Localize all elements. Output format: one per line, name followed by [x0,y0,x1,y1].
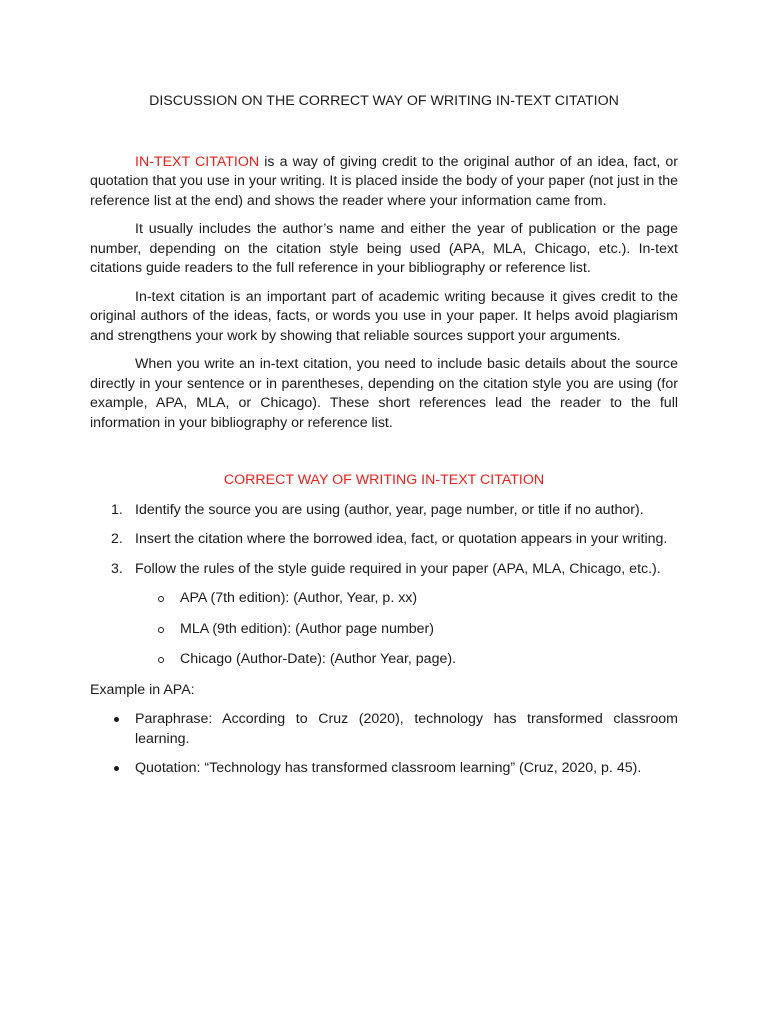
step-text: Insert the citation where the borrowed idea, fact, or quotation appears in your writing. [135,531,668,547]
list-item-style-chicago [90,650,678,670]
bullet-dot-icon [114,766,119,771]
example-text: Paraphrase: According to Cruz (2020), technology has transformed classroom learning. [135,711,678,747]
document-title: DISCUSSION ON THE CORRECT WAY OF WRITING IN-TEXT CITATION [149,93,619,109]
list-item-style-apa [90,589,678,609]
example-label: Example in APA: [90,681,195,698]
list-item-step-1 [90,501,678,521]
bullet-dot-icon [114,717,119,722]
steps-list [90,501,678,580]
style-text: Chicago (Author-Date): (Author Year, page). [180,651,457,667]
list-item-step-3 [90,560,678,580]
step-text: Follow the rules of the style guide required in your paper (APA, MLA, Chicago, etc.). [135,560,661,577]
circle-bullet-icon [158,657,164,663]
section-heading: CORRECT WAY OF WRITING IN-TEXT CITATION [223,472,545,488]
paragraph-definition-text: is a way of giving credit to the original author of an idea, fact, or quotation that you use in your writing. It is placed inside the body of your paper (not just in the reference list at the end) and shows the reader where your information came from. [90,153,678,209]
step-number: 2. [111,531,123,547]
citation-styles-list [90,589,678,670]
list-item-example-quotation [90,759,678,779]
paragraph-contents: It usually includes the author’s name and either the year of publication or the page number, depending on the citation style being used (APA, MLA, Chicago, etc.). In-text citations guide readers to the full reference in your bibliography or reference list. [90,221,678,276]
examples-list [90,710,678,779]
list-item-style-mla [90,620,678,640]
list-item-step-2 [90,530,678,550]
paragraph-definition [90,153,678,212]
step-number: 3. [111,560,123,577]
list-item-example-paraphrase [90,710,678,749]
step-number: 1. [111,501,123,518]
paragraph-importance: In-text citation is an important part of academic writing because it gives credit to the original authors of the ideas, facts, or words you use in your paper. It helps avoid plagiarism and strengthens your work by showing that reliable sources support your arguments. [90,288,678,344]
term-highlight: IN-TEXT CITATION [135,153,260,170]
circle-bullet-icon [158,627,164,633]
style-text: APA (7th edition): (Author, Year, p. xx) [180,590,418,606]
paragraph-how-to: When you write an in-text citation, you need to include basic details about the source directly in your sentence or in parentheses, depending on the citation style you are using (for example, APA, MLA, or Chicago). These short references lead the reader to the full information in your bibliography or reference list. [90,356,678,431]
step-text: Identify the source you are using (author, year, page number, or title if no author). [135,501,644,518]
style-text: MLA (9th edition): (Author page number) [180,620,434,637]
example-text: Quotation: “Technology has transformed classroom learning” (Cruz, 2020, p. 45). [135,760,642,776]
circle-bullet-icon [158,596,164,602]
